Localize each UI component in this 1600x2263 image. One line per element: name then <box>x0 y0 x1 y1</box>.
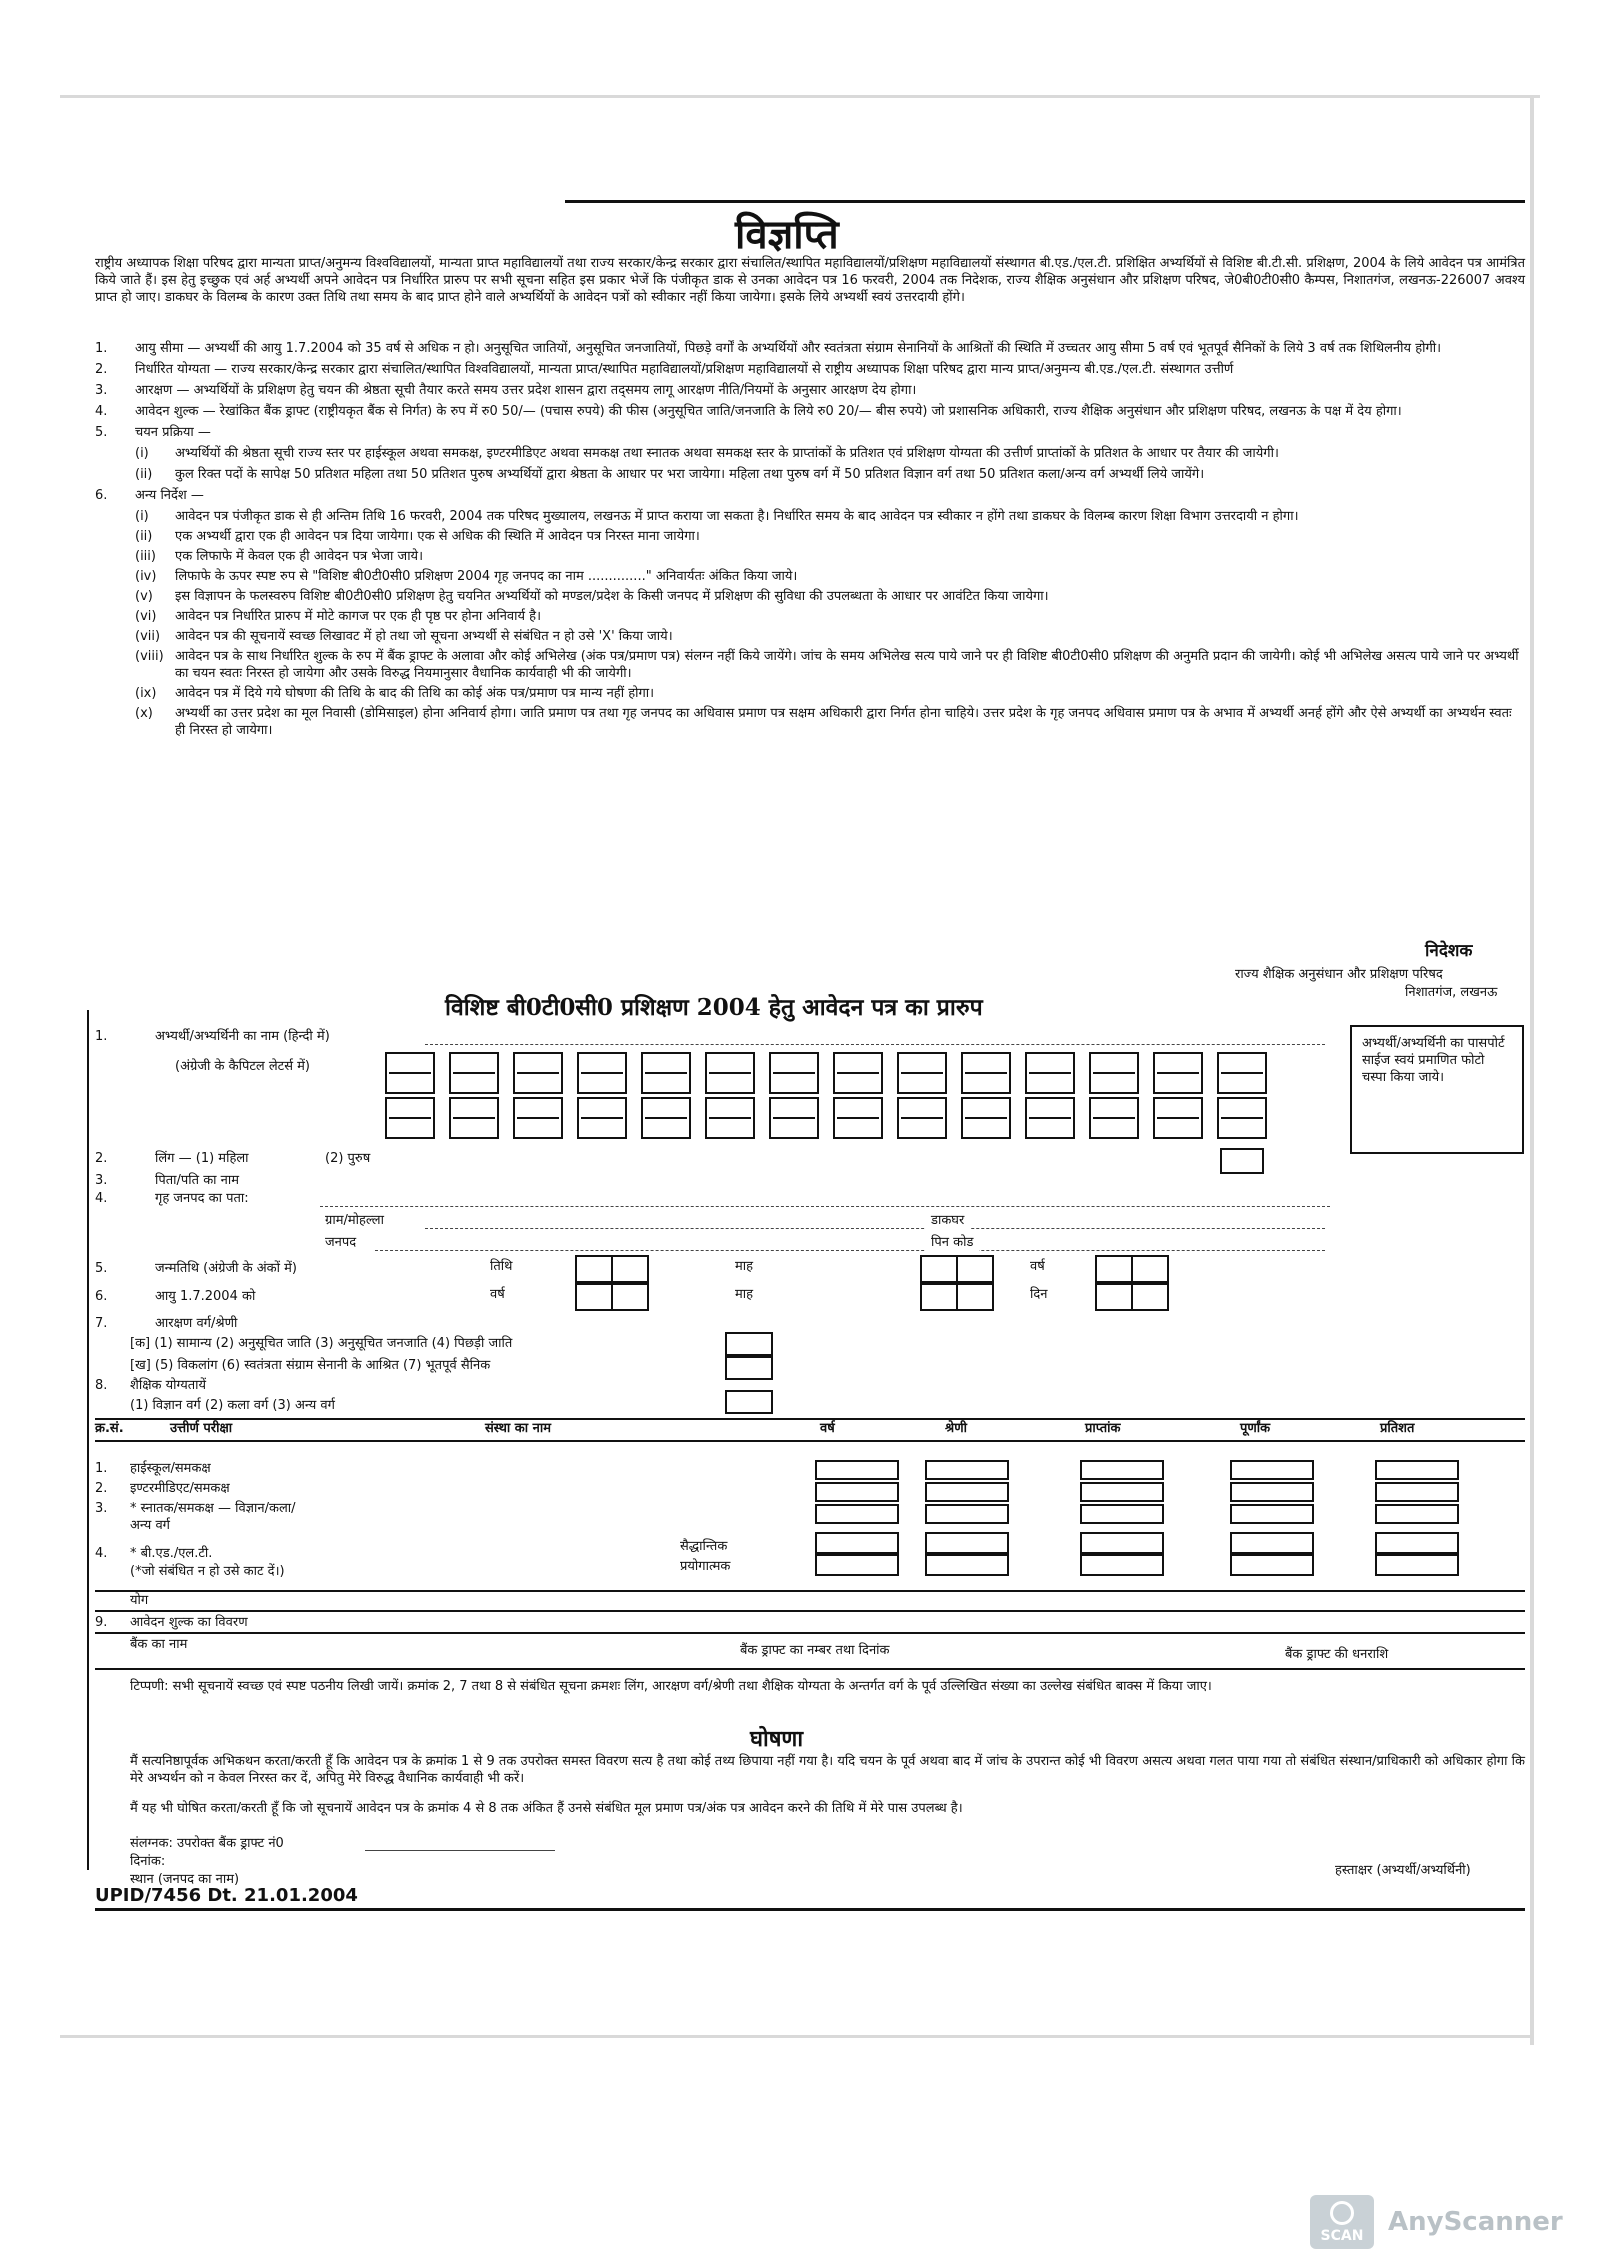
table-bottom-rule <box>95 1610 1525 1612</box>
enclosure-label: संलग्नक: उपरोक्त बैंक ड्राफ्ट नं0 <box>130 1836 284 1851</box>
notice-intro: राष्ट्रीय अध्यापक शिक्षा परिषद द्वारा मान्यता प्राप्त/अनुमन्य विश्वविद्यालयों, मान्यता प्राप्त महाविद्यालयों तथा राज्य सरकार/केन्द्र सरकार द्वारा संचालित/स्थापित महाविद्यालयों/प्रशिक्षण महाविद्यालयों संस्थागत बी.एड./एल.टी. प्रशिक्षित अभ्यर्थियों से विशिष्ट बी.टी.सी. प्रशिक्षण, 2004 के लिये आवेदन पत्र आमंत्रित किये जाते हैं। इस हेतु इच्छुक एवं अर्ह अभ्यर्थी अपने आवेदन पत्र निर्धारित प्रारुप पर सभी सूचना सहित इस प्रकार भेजें कि पंजीकृत डाक से उनका आवेदन पत्र 16 फरवरी, 2004 तक निदेशक, राज्य शैक्षिक अनुसंधान और प्रशिक्षण परिषद, जे0बी0टी0सी0 कैम्पस, निशातगंज, लखनऊ-226007 अवश्य प्राप्त हो जाए। डाकघर के विलम्ब के कारण उक्त तिथि तथा समय के बाद प्राप्त होने वाले अभ्यर्थियों के आवेदन पत्रों को स्वीकार नहीं किया जायेगा। इसके लिये अभ्यर्थी स्वयं उत्तरदायी होंगे। <box>95 256 1525 305</box>
item-text: आरक्षण — अभ्यर्थियों के प्रशिक्षण हेतु चयन की श्रेष्ठता सूची तैयार करते समय उत्तर प्रदेश शासन द्वारा तद्‌समय लागू आरक्षण नीति/नियमों के अनुसार आरक्षण देय होगा। <box>135 383 917 398</box>
name-char-box[interactable] <box>705 1052 755 1094</box>
name-char-box[interactable] <box>449 1097 499 1139</box>
notice-subitem <box>95 608 1525 625</box>
subitem-text: कुल रिक्त पदों के सापेक्ष 50 प्रतिशत महिला तथा 50 प्रतिशत पुरुष अभ्यर्थियों द्वारा श्रेष्ठता के आधार पर भरा जायेगा। महिला तथा पुरुष वर्ग में 50 प्रतिशत विज्ञान वर्ग तथा 50 प्रतिशत कला/अन्य वर्ग अभ्यर्थी लिये जायेंगे। <box>175 467 1205 482</box>
marks-cell[interactable] <box>1375 1460 1459 1480</box>
marks-cell[interactable] <box>1230 1554 1314 1576</box>
notice-subitem <box>95 568 1525 585</box>
enclosure-line[interactable] <box>365 1850 555 1851</box>
name-english-label: (अंग्रेजी के कैपिटल लेटर्स में) <box>175 1059 310 1074</box>
age-label: आयु 1.7.2004 को <box>155 1289 256 1304</box>
notice-item <box>95 361 1525 378</box>
notice-item <box>95 403 1525 420</box>
dob-year-box-1[interactable] <box>1095 1255 1133 1283</box>
subitem-text: आवेदन पत्र पंजीकृत डाक से ही अन्तिम तिथि 16 फरवरी, 2004 तक परिषद मुख्यालय, लखनऊ में प्राप्त कराया जा सकता है। निर्धारित समय के बाद आवेदन पत्र स्वीकार न होंगे तथा डाकघर के विलम्ब कारण शिक्षा विभाग उत्तरदायी न होगा। <box>175 509 1299 524</box>
father-name-label: पिता/पति का नाम <box>155 1173 240 1188</box>
notice-item <box>95 487 1525 504</box>
marks-cell[interactable] <box>1080 1532 1164 1554</box>
subitem-text: अभ्यर्थी का उत्तर प्रदेश का मूल निवासी (डोमिसाइल) होना अनिवार्य होगा। जाति प्रमाण पत्र तथा गृह जनपद का अधिवास प्रमाण पत्र सक्षम अधिकारी द्वारा निर्गत होना चाहिये। उत्तर प्रदेश के गृह जनपद अधिवास प्रमाण पत्र के अभाव में अभ्यर्थी अनर्ह होंगे और ऐसे अभ्यर्थी का अभ्यर्थन स्वतः ही निरस्त हो जायेगा। <box>175 706 1512 738</box>
notice-item <box>95 382 1525 399</box>
item-text: अन्य निर्देश — <box>135 488 204 503</box>
name-char-box[interactable] <box>449 1052 499 1094</box>
col-header-sno: क्र.सं. <box>95 1421 124 1436</box>
watermark-brand: AnyScanner <box>1388 2207 1563 2237</box>
bed-practical-label: प्रयोगात्मक <box>680 1559 731 1574</box>
district-line[interactable] <box>375 1250 1325 1251</box>
marks-cell[interactable] <box>815 1460 899 1480</box>
notice-subitem <box>95 445 1525 462</box>
table-row-number: 2. <box>95 1481 108 1496</box>
pin-code-label: पिन कोड <box>925 1234 979 1251</box>
name-char-box[interactable] <box>513 1052 563 1094</box>
row-number: 3. <box>95 1173 108 1188</box>
row-number: 2. <box>95 1151 108 1166</box>
item-number: 1. <box>95 341 108 356</box>
notice-heading: विज्ञप्ति <box>735 211 839 258</box>
subitem-text: आवेदन पत्र के साथ निर्धारित शुल्क के रुप में बैंक ड्राफ्ट के अलावा और कोई अभिलेख (अंक पत्र/प्रमाण पत्र) संलग्न नहीं किये जायेंगे। जांच के समय अभिलेख सत्य पाये जाने पर ही विशिष्ट बी0टी0सी0 प्रशिक्षण की अनुमति प्रदान की जायेगी। कोई भी अभिलेख असत्य पाये जाने पर अभ्यर्थी का चयन स्वतः निरस्त हो जायेगा और उसके विरुद्ध नियमानुसार वैधानिक कार्यवाही भी की जायेगी। <box>175 649 1519 681</box>
marks-cell[interactable] <box>1375 1504 1459 1524</box>
dob-day-box-1[interactable] <box>575 1255 613 1283</box>
age-month-label: माह <box>735 1287 754 1302</box>
address-line[interactable] <box>320 1206 1330 1207</box>
subitem-number: (iii) <box>135 549 156 564</box>
notice-subitem <box>95 685 1525 702</box>
dob-month-label: माह <box>735 1259 754 1274</box>
marks-cell[interactable] <box>1375 1482 1459 1502</box>
name-char-box[interactable] <box>577 1097 627 1139</box>
bank-name-label: बैंक का नाम <box>130 1637 188 1652</box>
subitem-text: आवेदन पत्र निर्धारित प्रारुप में मोटे कागज पर एक ही पृष्ठ पर होना अनिवार्य है। <box>175 609 542 624</box>
marks-grid[interactable] <box>95 1440 1525 1590</box>
anyscanner-watermark <box>1310 2195 1563 2249</box>
declaration-title: घोषणा <box>750 1727 804 1752</box>
marks-cell[interactable] <box>925 1504 1009 1524</box>
marks-cell[interactable] <box>1375 1532 1459 1554</box>
age-day-box-2[interactable] <box>1131 1283 1169 1311</box>
post-office-label: डाकघर <box>925 1212 970 1229</box>
fee-rule <box>95 1632 1525 1634</box>
table-total-rule <box>95 1590 1525 1592</box>
declaration-text-1: मैं सत्यनिष्ठापूर्वक अभिकथन करता/करती हूँ कि आवेदन पत्र के क्रमांक 1 से 9 तक उपरोक्त समस्त विवरण सत्य है तथा कोई तथ्य छिपाया नहीं गया है। यदि चयन के पूर्व अथवा बाद में जांच के उपरान्त कोई भी विवरण असत्य अथवा गलत पाया गया तो संबंधित संस्थान/प्राधिकारी को अधिकार होगा कि मेरे अभ्यर्थन को न केवल निरस्त कर दें, अपितु मेरे विरुद्ध वैधानिक कार्यवाही भी करें। <box>130 1754 1525 1786</box>
item-text: चयन प्रक्रिया — <box>135 425 211 440</box>
subitem-text: एक अभ्यर्थी द्वारा एक ही आवेदन पत्र दिया जायेगा। एक से अधिक की स्थिति में आवेदन पत्र निरस्त माना जायेगा। <box>175 529 700 544</box>
name-char-box[interactable] <box>769 1097 819 1139</box>
marks-cell[interactable] <box>1375 1554 1459 1576</box>
subitem-number: (viii) <box>135 649 164 664</box>
notice-subitem <box>95 466 1525 483</box>
qualification-options: (1) विज्ञान वर्ग (2) कला वर्ग (3) अन्य वर्ग <box>130 1398 335 1413</box>
notice-item <box>95 424 1525 441</box>
marks-cell[interactable] <box>1080 1504 1164 1524</box>
col-header-percent: प्रतिशत <box>1380 1421 1415 1436</box>
col-header-institution: संस्था का नाम <box>485 1421 552 1436</box>
fee-bottom-rule <box>95 1668 1525 1670</box>
row-number: 9. <box>95 1615 108 1630</box>
subitem-text: अभ्यर्थियों की श्रेष्ठता सूची राज्य स्तर पर हाईस्कूल अथवा समकक्ष, इण्टरमीडिएट अथवा समकक्ष तथा स्नातक अथवा समकक्ष स्तर के प्राप्तांकों के प्रतिशत एवं प्रशिक्षण योग्यता की उत्तीर्ण प्राप्तांकों के प्रतिशत के आधार पर तैयार की जायेगी। <box>175 446 1279 461</box>
row-number: 8. <box>95 1378 108 1393</box>
notice-subitem <box>95 588 1525 605</box>
name-char-box[interactable] <box>577 1052 627 1094</box>
marks-cell[interactable] <box>925 1482 1009 1502</box>
gender-label: लिंग — (1) महिला <box>155 1151 249 1166</box>
notice-subitem <box>95 705 1525 739</box>
notice-items <box>95 340 1525 742</box>
marks-cell[interactable] <box>1080 1482 1164 1502</box>
reservation-box-a[interactable] <box>725 1332 773 1356</box>
notice-subitem <box>95 648 1525 682</box>
draft-number-label: बैंक ड्राफ्ट का नम्बर तथा दिनांक <box>740 1643 890 1658</box>
age-year-box-1[interactable] <box>575 1283 613 1311</box>
place-label: स्थान (जनपद का नाम) <box>130 1872 240 1887</box>
form-note: टिप्पणी: सभी सूचनायें स्वच्छ एवं स्पष्ट पठनीय लिखी जायें। क्रमांक 2, 7 तथा 8 से संबंधित सूचना क्रमशः लिंग, आरक्षण वर्ग/श्रेणी तथा शैक्षिक योग्यता के अन्तर्गत वर्ग के पूर्व उल्लिखित संख्या का उल्लेख संबंधित बाक्स में किया जाए। <box>130 1679 1212 1694</box>
age-year-label: वर्ष <box>490 1287 505 1302</box>
fee-details-label: आवेदन शुल्क का विवरण <box>130 1615 248 1630</box>
subitem-text: एक लिफाफे में केवल एक ही आवेदन पत्र भेजा जाये। <box>175 549 424 564</box>
row-number: 1. <box>95 1029 108 1044</box>
name-char-box[interactable] <box>1025 1052 1075 1094</box>
bed-theory-label: सैद्धान्तिक <box>680 1539 728 1554</box>
row-number: 6. <box>95 1289 108 1304</box>
col-header-exam: उत्तीर्ण परीक्षा <box>170 1421 233 1436</box>
notice-subitem <box>95 548 1525 565</box>
name-english-boxes[interactable] <box>385 1052 1335 1142</box>
district-label: जनपद <box>325 1235 357 1250</box>
name-char-box[interactable] <box>961 1097 1011 1139</box>
notice-item <box>95 340 1525 357</box>
item-text: आवेदन शुल्क — रेखांकित बैंक ड्राफ्ट (राष्ट्रीयकृत बैंक से निर्गत) के रुप में रु0 50/— (पचास रुपये) की फीस (अनुसूचित जाति/जनजाति के लिये रु0 20/— बीस रुपये) जो प्रशासनिक अधिकारी, राज्य शैक्षिक अनुसंधान और प्रशिक्षण परिषद, लखनऊ के पक्ष में देय होगा। <box>135 404 1402 419</box>
name-char-box[interactable] <box>1089 1097 1139 1139</box>
row-number: 5. <box>95 1261 108 1276</box>
dob-month-box-1[interactable] <box>920 1255 958 1283</box>
marks-cell[interactable] <box>815 1554 899 1576</box>
scan-icon-dot <box>1330 2201 1354 2225</box>
exam-highschool: हाईस्कूल/समकक्ष <box>130 1461 211 1476</box>
item-number: 2. <box>95 362 108 377</box>
reference-number: UPID/7456 Dt. 21.01.2004 <box>95 1885 358 1906</box>
dob-day-label: तिथि <box>490 1259 513 1274</box>
dob-year-label: वर्ष <box>1030 1259 1045 1274</box>
subitem-number: (ii) <box>135 467 153 482</box>
age-month-box-1[interactable] <box>920 1283 958 1311</box>
name-char-box[interactable] <box>1153 1097 1203 1139</box>
exam-strike-note: (*जो संबंधित न हो उसे काट दें।) <box>130 1564 285 1579</box>
subitem-number: (i) <box>135 509 149 524</box>
declaration-text-2: मैं यह भी घोषित करता/करती हूँ कि जो सूचनायें आवेदन पत्र के क्रमांक 4 से 8 तक अंकित हैं उनसे संबंधित मूल प्रमाण पत्र/अंक पत्र आवेदन करने की तिथि में मेरे पास उपलब्ध है। <box>130 1801 963 1816</box>
director-designation: निदेशक <box>1425 941 1473 961</box>
address-label: गृह जनपद का पता: <box>155 1191 249 1206</box>
col-header-division: श्रेणी <box>945 1421 967 1436</box>
subitem-number: (ix) <box>135 686 157 701</box>
date-label: दिनांक: <box>130 1854 166 1869</box>
item-number: 3. <box>95 383 108 398</box>
name-char-box[interactable] <box>385 1097 435 1139</box>
item-text: निर्धारित योग्यता — राज्य सरकार/केन्द्र सरकार द्वारा संचालित/स्थापित विश्वविद्यालयों, मान्यता प्राप्त/स्थापित महाविद्यालयों/प्रशिक्षण महाविद्यालयों से राष्ट्रीय अध्यापक शिक्षा परिषद द्वारा मान्य प्राप्त/अनुमन्य बी.एड./एल.टी. संस्थागत उत्तीर्ण <box>135 362 1234 377</box>
name-char-box[interactable] <box>1217 1052 1267 1094</box>
notice-subitem <box>95 628 1525 645</box>
item-text: आयु सीमा — अभ्यर्थी की आयु 1.7.2004 को 35 वर्ष से अधिक न हो। अनुसूचित जातियों, अनुसूचित जनजातियों, पिछड़े वर्गों के अभ्यर्थियों और स्वतंत्रता संग्राम सेनानियों के आश्रितों की स्थिति में उच्चतर आयु सीमा 5 वर्ष एवं भूतपूर्व सैनिकों के लिये 3 वर्ष तक शिथिलनीय होगी। <box>135 341 1442 356</box>
signature-label: हस्ताक्षर (अभ्यर्थी/अभ्यर्थिनी) <box>1335 1863 1471 1878</box>
dob-month-box-2[interactable] <box>956 1255 994 1283</box>
name-char-box[interactable] <box>641 1052 691 1094</box>
reservation-options-b: [ख] (5) विकलांग (6) स्वतंत्रता संग्राम सेनानी के आश्रित (7) भूतपूर्व सैनिक <box>130 1358 491 1373</box>
reservation-options-a: [क] (1) सामान्य (2) अनुसूचित जाति (3) अनुसूचित जनजाति (4) पिछड़ी जाति <box>130 1336 513 1351</box>
total-label: योग <box>130 1593 149 1608</box>
marks-cell[interactable] <box>1230 1482 1314 1502</box>
subitem-number: (vi) <box>135 609 157 624</box>
name-char-box[interactable] <box>641 1097 691 1139</box>
name-char-box[interactable] <box>897 1097 947 1139</box>
village-label: ग्राम/मोहल्ला <box>325 1213 384 1228</box>
reservation-box-b[interactable] <box>725 1356 773 1380</box>
village-line[interactable] <box>425 1228 1325 1229</box>
director-place: निशातगंज, लखनऊ <box>1405 985 1498 1000</box>
subitem-number: (ii) <box>135 529 153 544</box>
row-number: 7. <box>95 1316 108 1331</box>
subitem-number: (iv) <box>135 569 157 584</box>
name-char-box[interactable] <box>1217 1097 1267 1139</box>
name-char-box[interactable] <box>833 1052 883 1094</box>
gender-option-male: (2) पुरुष <box>325 1151 371 1166</box>
marks-cell[interactable] <box>1080 1460 1164 1480</box>
col-header-marks: प्राप्तांक <box>1085 1421 1121 1436</box>
name-char-box[interactable] <box>705 1097 755 1139</box>
marks-cell[interactable] <box>925 1460 1009 1480</box>
form-left-border <box>87 1010 89 1870</box>
name-char-box[interactable] <box>1025 1097 1075 1139</box>
notice-subitem <box>95 508 1525 525</box>
dob-year-box-2[interactable] <box>1131 1255 1169 1283</box>
age-month-box-2[interactable] <box>956 1283 994 1311</box>
form-title: विशिष्ट बी0टी0सी0 प्रशिक्षण 2004 हेतु आवेदन पत्र का प्रारुप <box>445 994 983 1021</box>
marks-cell[interactable] <box>815 1482 899 1502</box>
age-year-box-2[interactable] <box>611 1283 649 1311</box>
name-char-box[interactable] <box>769 1052 819 1094</box>
name-char-box[interactable] <box>897 1052 947 1094</box>
name-char-box[interactable] <box>961 1052 1011 1094</box>
marks-cell[interactable] <box>925 1554 1009 1576</box>
subitem-text: इस विज्ञापन के फलस्वरुप विशिष्ट बी0टी0सी0 प्रशिक्षण हेतु चयनित अभ्यर्थियों को मण्डल/प्रदेश के किसी जनपद में प्रशिक्षण की सुविधा की उपलब्धता के आधार पर आवंटित किया जायेगा। <box>175 589 1049 604</box>
qualification-box[interactable] <box>725 1390 773 1414</box>
exam-bed: * बी.एड./एल.टी. <box>130 1546 213 1561</box>
marks-cell[interactable] <box>1230 1532 1314 1554</box>
subitem-text: आवेदन पत्र में दिये गये घोषणा की तिथि के बाद की तिथि का कोई अंक पत्र/प्रमाण पत्र मान्य नहीं होगा। <box>175 686 655 701</box>
subitem-text: आवेदन पत्र की सूचनायें स्वच्छ लिखावट में हो तथा जो सूचना अभ्यर्थी से संबंधित न हो उसे 'X' किया जाये। <box>175 629 673 644</box>
name-hindi-label: अभ्यर्थी/अभ्यर्थिनी का नाम (हिन्दी में) <box>155 1029 330 1044</box>
bottom-rule <box>95 1908 1525 1911</box>
table-row-number: 3. <box>95 1501 108 1516</box>
name-hindi-line[interactable] <box>425 1044 1325 1045</box>
exam-intermediate: इण्टरमीडिएट/समकक्ष <box>130 1481 230 1496</box>
photo-box <box>1350 1025 1524 1154</box>
name-char-box[interactable] <box>385 1052 435 1094</box>
table-top-rule <box>95 1418 1525 1420</box>
name-char-box[interactable] <box>1089 1052 1139 1094</box>
table-row-number: 4. <box>95 1546 108 1561</box>
marks-cell[interactable] <box>925 1532 1009 1554</box>
marks-cell[interactable] <box>815 1504 899 1524</box>
age-day-label: दिन <box>1030 1287 1048 1302</box>
age-day-box-1[interactable] <box>1095 1283 1133 1311</box>
item-number: 4. <box>95 404 108 419</box>
exam-graduation: * स्नातक/समकक्ष — विज्ञान/कला/अन्य वर्ग <box>130 1501 296 1533</box>
item-number: 6. <box>95 488 108 503</box>
marks-cell[interactable] <box>1230 1504 1314 1524</box>
marks-cell[interactable] <box>1230 1460 1314 1480</box>
draft-amount-label: बैंक ड्राफ्ट की धनराशि <box>1285 1647 1389 1662</box>
subitem-number: (v) <box>135 589 153 604</box>
dob-day-box-2[interactable] <box>611 1255 649 1283</box>
scan-edge-bottom <box>60 2035 1530 2038</box>
subitem-text: लिफाफे के ऊपर स्पष्ट रुप से "विशिष्ट बी0टी0सी0 प्रशिक्षण 2004 गृह जनपद का नाम .............." अनिवार्यतः अंकित किया जाये। <box>175 569 798 584</box>
reservation-label: आरक्षण वर्ग/श्रेणी <box>155 1316 238 1331</box>
photo-box-text: अभ्यर्थी/अभ्यर्थिनी का पासपोर्ट साईज स्वयं प्रमाणित फोटो चस्पा किया जाये। <box>1362 1036 1505 1085</box>
marks-cell[interactable] <box>1080 1554 1164 1576</box>
director-office: राज्य शैक्षिक अनुसंधान और प्रशिक्षण परिषद <box>1235 967 1443 982</box>
scan-icon-label: SCAN <box>1320 2227 1364 2244</box>
top-rule <box>565 200 1525 203</box>
scan-edge-top <box>60 95 1540 98</box>
subitem-number: (x) <box>135 706 153 721</box>
row-number: 4. <box>95 1191 108 1206</box>
dob-label: जन्मतिथि (अंग्रेजी के अंकों में) <box>155 1261 297 1276</box>
gender-box[interactable] <box>1220 1148 1264 1174</box>
scan-icon <box>1310 2195 1374 2249</box>
subitem-number: (i) <box>135 446 149 461</box>
notice-subitem <box>95 528 1525 545</box>
col-header-total: पूर्णांक <box>1240 1421 1271 1436</box>
name-char-box[interactable] <box>513 1097 563 1139</box>
qualification-label: शैक्षिक योग्यतायें <box>130 1378 207 1393</box>
notice-sheet <box>95 190 1535 1906</box>
table-row-number: 1. <box>95 1461 108 1476</box>
item-number: 5. <box>95 425 108 440</box>
name-char-box[interactable] <box>1153 1052 1203 1094</box>
subitem-number: (vii) <box>135 629 161 644</box>
col-header-year: वर्ष <box>820 1421 835 1436</box>
name-char-box[interactable] <box>833 1097 883 1139</box>
marks-cell[interactable] <box>815 1532 899 1554</box>
